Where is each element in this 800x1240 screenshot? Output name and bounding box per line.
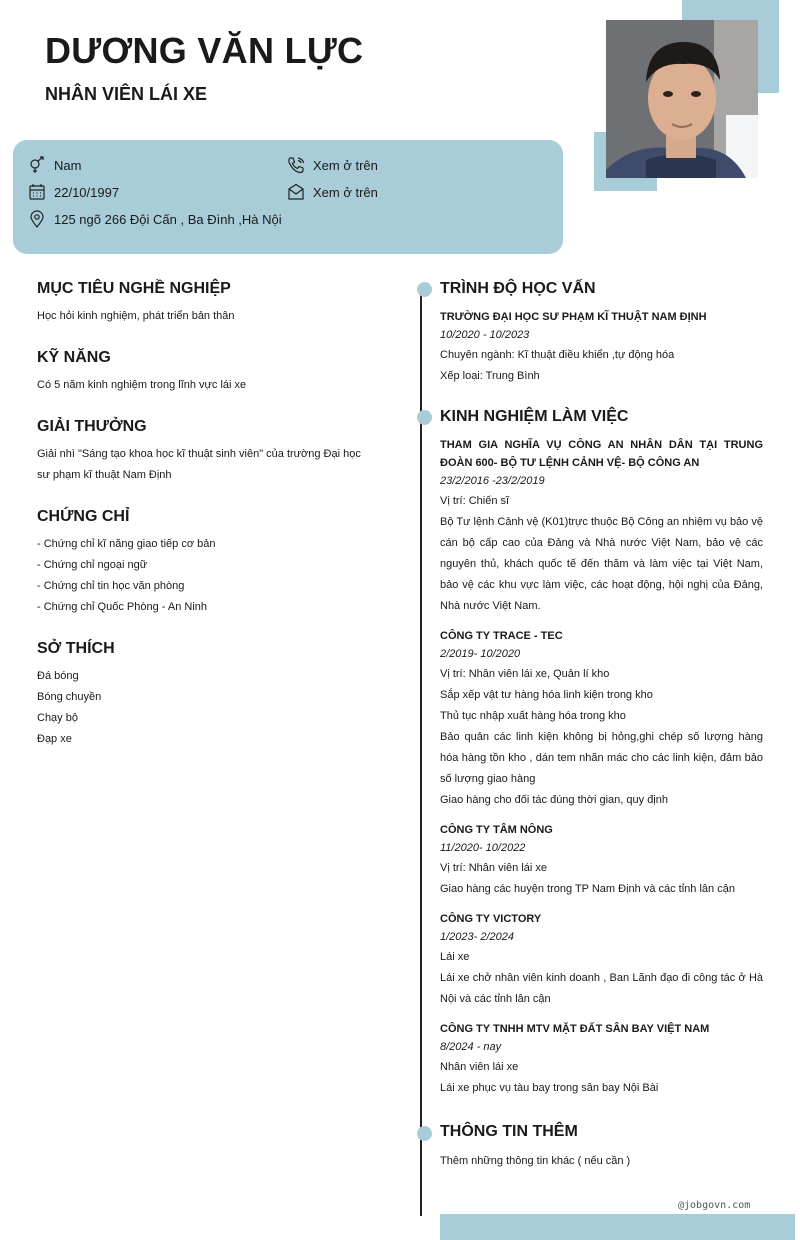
experience-item (440, 627, 763, 811)
awards-heading: GIẢI THƯỞNG (37, 418, 147, 435)
job-title: NHÂN VIÊN LÁI XE (45, 84, 208, 104)
job-detail: Thủ tục nhập xuất hàng hóa trong kho (440, 710, 626, 722)
extra-info-heading: THÔNG TIN THÊM (440, 1123, 578, 1140)
list-item: Bóng chuyền (37, 691, 102, 703)
list-item: - Chứng chỉ Quốc Phòng - An Ninh (37, 601, 208, 613)
address-value: 125 ngõ 266 Đội Cấn , Ba Đình ,Hà Nội (54, 211, 282, 227)
decorative-block-bottom (440, 1214, 795, 1240)
experience-item (440, 1020, 763, 1099)
birthday-value: 22/10/1997 (54, 184, 120, 200)
phone-value: Xem ở trên (313, 157, 378, 173)
job-detail: Lái xe (440, 951, 470, 963)
email-value: Xem ở trên (313, 184, 378, 200)
calendar-icon (28, 183, 46, 201)
candidate-name: DƯƠNG VĂN LỰC (45, 30, 364, 71)
job-detail: Nhân viên lái xe (440, 1061, 519, 1073)
experience-item (440, 821, 763, 900)
certificates-heading: CHỨNG CHỈ (37, 508, 130, 525)
job-date: 11/2020- 10/2022 (440, 842, 526, 854)
job-date: 8/2024 - nay (440, 1041, 502, 1053)
school-name: TRƯỜNG ĐẠI HỌC SƯ PHẠM KĨ THUẬT NAM ĐỊNH (440, 311, 707, 323)
left-column (37, 280, 367, 772)
job-detail: Vị trí: Nhân viên lái xe (440, 862, 547, 874)
job-detail: Lái xe phục vụ tàu bay trong sân bay Nội Bài (440, 1082, 659, 1094)
skills-text: Có 5 năm kinh nghiệm trong lĩnh vực lái xe (37, 379, 247, 391)
objective-heading: MỤC TIÊU NGHỀ NGHIỆP (37, 280, 231, 297)
timeline-line (420, 290, 422, 1216)
job-date: 1/2023- 2/2024 (440, 931, 515, 943)
extra-info-section (440, 1123, 763, 1172)
skills-section (37, 349, 367, 396)
phone-icon (287, 156, 305, 174)
company-name: THAM GIA NGHĨA VỤ CÔNG AN NHÂN DÂN TẠI TRUNG ĐOÀN 600- BỘ TƯ LỆNH CẢNH VỆ- BỘ CÔNG AN (440, 439, 763, 469)
job-detail: Giao hàng các huyện trong TP Nam Định và các tỉnh lân cận (440, 883, 735, 895)
job-detail: Lái xe chở nhân viên kinh doanh , Ban Lãnh đạo đi công tác ở Hà Nội và các tỉnh lân cận (440, 972, 763, 1005)
contact-birthday (28, 183, 119, 201)
job-detail: Bộ Tư lệnh Cảnh vệ (K01)trực thuộc Bộ Công an nhiệm vụ bảo vệ cán bộ cấp cao của Đảng và Nhà nước Việt Nam, bảo vệ các nguyên thủ, khách quốc tế đến thăm và làm việc tại Việt Nam, bảo vệ các khu vực làm việc, các hoạt động, hội nghị của Đảng, Nhà nước Việt Nam. (440, 516, 763, 612)
job-detail: Vị trí: Nhân viên lái xe, Quản lí kho (440, 668, 610, 680)
contact-address (28, 210, 282, 228)
job-date: 2/2019- 10/2020 (440, 648, 521, 660)
hobbies-section (37, 640, 367, 750)
profile-photo (606, 20, 758, 178)
experience-section (440, 408, 763, 1109)
awards-text: Giải nhì "Sáng tạo khoa học kĩ thuật sinh viên" của trường Đại học sư phạm kĩ thuật Nam Định (37, 448, 361, 481)
awards-section (37, 418, 367, 486)
experience-item (440, 436, 763, 617)
skills-heading: KỸ NĂNG (37, 349, 111, 366)
company-name: CÔNG TY VICTORY (440, 913, 542, 925)
job-detail: Vị trí: Chiến sĩ (440, 495, 510, 507)
education-date: 10/2020 - 10/2023 (440, 329, 530, 341)
experience-heading: KINH NGHIỆM LÀM VIỆC (440, 408, 629, 425)
list-item: - Chứng chỉ tin học văn phòng (37, 580, 185, 592)
experience-item (440, 910, 763, 1010)
company-name: CÔNG TY TÂM NÔNG (440, 824, 553, 836)
education-grade: Xếp loại: Trung Bình (440, 370, 540, 382)
objective-section (37, 280, 367, 327)
hobbies-heading: SỞ THÍCH (37, 640, 115, 657)
contact-gender (28, 156, 81, 174)
mail-icon (287, 183, 305, 201)
list-item: - Chứng chỉ kĩ năng giao tiếp cơ bản (37, 538, 216, 550)
timeline-dot (417, 1126, 432, 1141)
watermark: @jobgovn.com (678, 1200, 751, 1211)
gender-value: Nam (54, 157, 82, 173)
job-detail: Sắp xếp vật tư hàng hóa linh kiện trong kho (440, 689, 653, 701)
certificates-section (37, 508, 367, 618)
list-item: Đá bóng (37, 670, 79, 682)
gender-icon (28, 156, 46, 174)
list-item: Đạp xe (37, 733, 72, 745)
timeline-dot (417, 282, 432, 297)
list-item: - Chứng chỉ ngoại ngữ (37, 559, 148, 571)
education-major: Chuyên ngành: Kĩ thuật điều khiển ,tự động hóa (440, 349, 675, 361)
contact-email (287, 183, 378, 201)
job-detail: Bảo quản các linh kiện không bị hỏng,ghi chép số lượng hàng hóa hàng tồn kho , dán tem nhãn mác cho các linh kiện, đảm bảo số lượng giao hàng (440, 731, 763, 785)
job-date: 23/2/2016 -23/2/2019 (440, 475, 545, 487)
education-heading: TRÌNH ĐỘ HỌC VẤN (440, 280, 596, 297)
location-pin-icon (28, 210, 46, 228)
education-section (440, 280, 763, 387)
company-name: CÔNG TY TNHH MTV MẶT ĐẤT SÂN BAY VIỆT NAM (440, 1023, 710, 1035)
job-detail: Giao hàng cho đối tác đúng thời gian, quy định (440, 794, 668, 806)
objective-text: Học hỏi kinh nghiệm, phát triển bản thân (37, 310, 235, 322)
timeline-dot (417, 410, 432, 425)
list-item: Chạy bộ (37, 712, 78, 724)
extra-info-text: Thêm những thông tin khác ( nếu cần ) (440, 1155, 631, 1167)
contact-phone (287, 156, 378, 174)
company-name: CÔNG TY TRACE - TEC (440, 630, 563, 642)
